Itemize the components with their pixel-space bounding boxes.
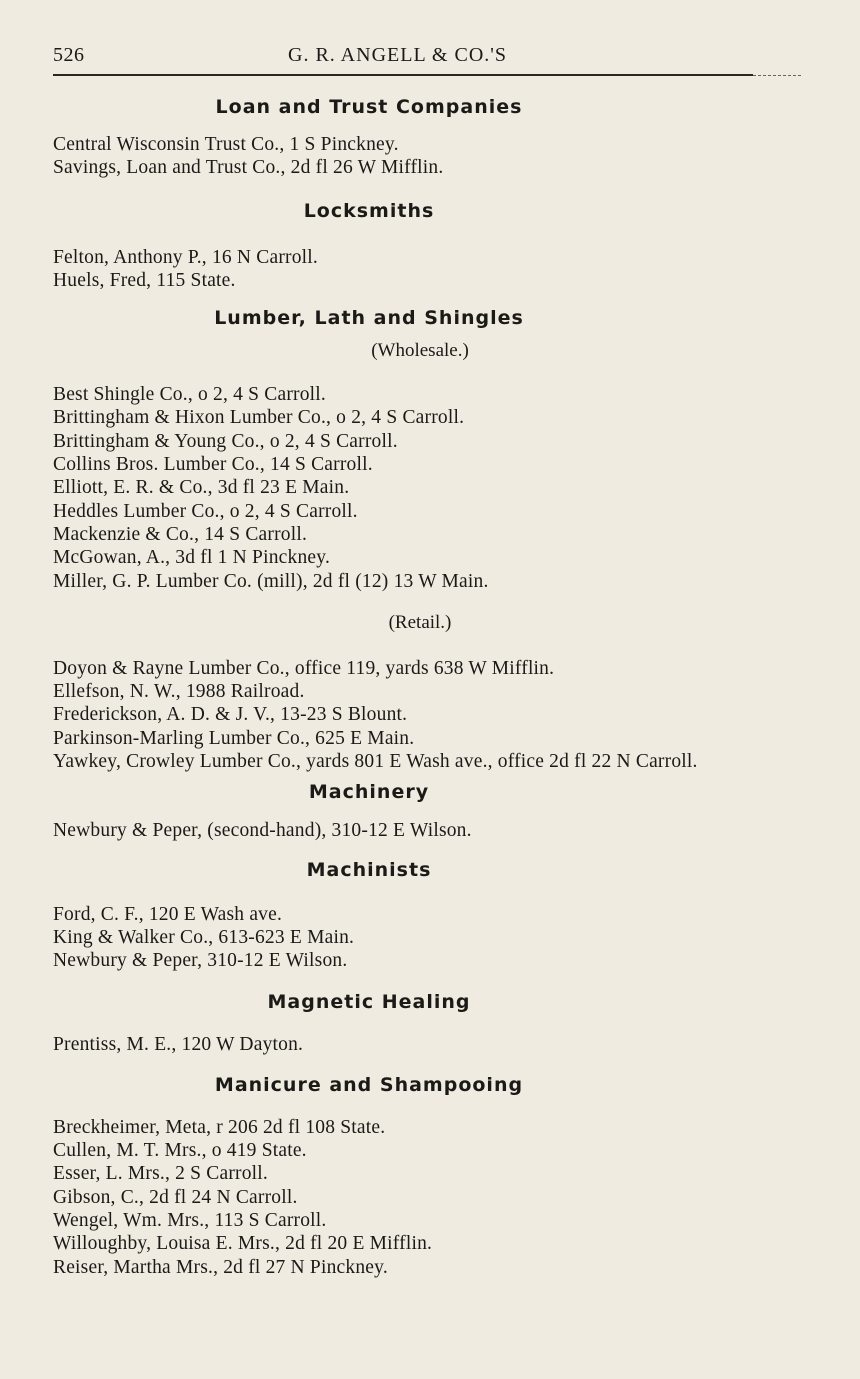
list-item: Prentiss, M. E., 120 W Dayton. [53, 1033, 304, 1055]
section-heading-machinists: Machinists [306, 858, 432, 881]
section-heading-loan-trust: Loan and Trust Companies [215, 96, 523, 118]
list-item: Heddles Lumber Co., o 2, 4 S Carroll. [53, 500, 358, 522]
list-item: Reiser, Martha Mrs., 2d fl 27 N Pinckney. [53, 1256, 388, 1278]
magnetic-healing-list [53, 1033, 823, 1056]
page-number: 526 [53, 44, 85, 66]
list-item: Ellefson, N. W., 1988 Railroad. [53, 681, 305, 703]
directory-content [53, 94, 823, 1279]
section-heading-magnetic-healing: Magnetic Healing [267, 990, 471, 1013]
list-item: Yawkey, Crowley Lumber Co., yards 801 E Wash ave., office 2d fl 22 N Carroll. [53, 751, 698, 773]
header-rule [53, 74, 753, 76]
section-heading-lumber: Lumber, Lath and Shingles [214, 307, 524, 330]
subheading-wholesale: (Wholesale.) [371, 340, 469, 362]
section-heading-locksmiths: Locksmiths [303, 199, 435, 222]
lumber-wholesale-list [53, 383, 823, 593]
list-item: Miller, G. P. Lumber Co. (mill), 2d fl (12) 13 W Main. [53, 570, 489, 592]
list-item: Felton, Anthony P., 16 N Carroll. [53, 246, 318, 268]
list-item: Newbury & Peper, (second-hand), 310-12 E Wilson. [53, 820, 472, 842]
machinery-list [53, 819, 823, 842]
list-item: King & Walker Co., 613-623 E Main. [53, 926, 355, 948]
manicure-list [53, 1116, 823, 1279]
list-item: Willoughby, Louisa E. Mrs., 2d fl 20 E Mifflin. [53, 1233, 433, 1255]
list-item: Frederickson, A. D. & J. V., 13-23 S Blount. [53, 704, 408, 726]
list-item: Cullen, M. T. Mrs., o 419 State. [53, 1140, 307, 1162]
lumber-retail-list [53, 657, 823, 773]
list-item: Brittingham & Young Co., o 2, 4 S Carroll. [53, 430, 398, 452]
running-head: G. R. ANGELL & CO.'S [288, 44, 507, 66]
list-item: Parkinson-Marling Lumber Co., 625 E Main. [53, 727, 415, 749]
list-item: Central Wisconsin Trust Co., 1 S Pinckney. [53, 134, 399, 155]
list-item: Elliott, E. R. & Co., 3d fl 23 E Main. [53, 477, 350, 499]
header-rule-tail [753, 75, 801, 76]
list-item: Ford, C. F., 120 E Wash ave. [53, 903, 283, 925]
list-item: Breckheimer, Meta, r 206 2d fl 108 State. [53, 1116, 386, 1138]
section-heading-manicure: Manicure and Shampooing [214, 1073, 524, 1096]
list-item: Best Shingle Co., o 2, 4 S Carroll. [53, 384, 326, 406]
locksmiths-list [53, 246, 823, 293]
page-header [53, 44, 805, 72]
list-item: Brittingham & Hixon Lumber Co., o 2, 4 S Carroll. [53, 407, 465, 429]
section-heading-machinery: Machinery [308, 781, 430, 804]
list-item: Gibson, C., 2d fl 24 N Carroll. [53, 1186, 298, 1208]
subheading-retail: (Retail.) [388, 611, 452, 633]
list-item: Savings, Loan and Trust Co., 2d fl 26 W Mifflin. [53, 157, 444, 179]
machinists-list [53, 903, 823, 973]
list-item: Mackenzie & Co., 14 S Carroll. [53, 523, 308, 545]
list-item: Collins Bros. Lumber Co., 14 S Carroll. [53, 454, 373, 476]
list-item: Newbury & Peper, 310-12 E Wilson. [53, 950, 348, 972]
list-item: Esser, L. Mrs., 2 S Carroll. [53, 1163, 268, 1185]
list-item: Doyon & Rayne Lumber Co., office 119, yards 638 W Mifflin. [53, 657, 555, 679]
list-item: Wengel, Wm. Mrs., 113 S Carroll. [53, 1210, 327, 1232]
list-item: McGowan, A., 3d fl 1 N Pinckney. [53, 547, 331, 569]
loan-trust-list [53, 133, 823, 180]
list-item: Huels, Fred, 115 State. [53, 269, 236, 291]
